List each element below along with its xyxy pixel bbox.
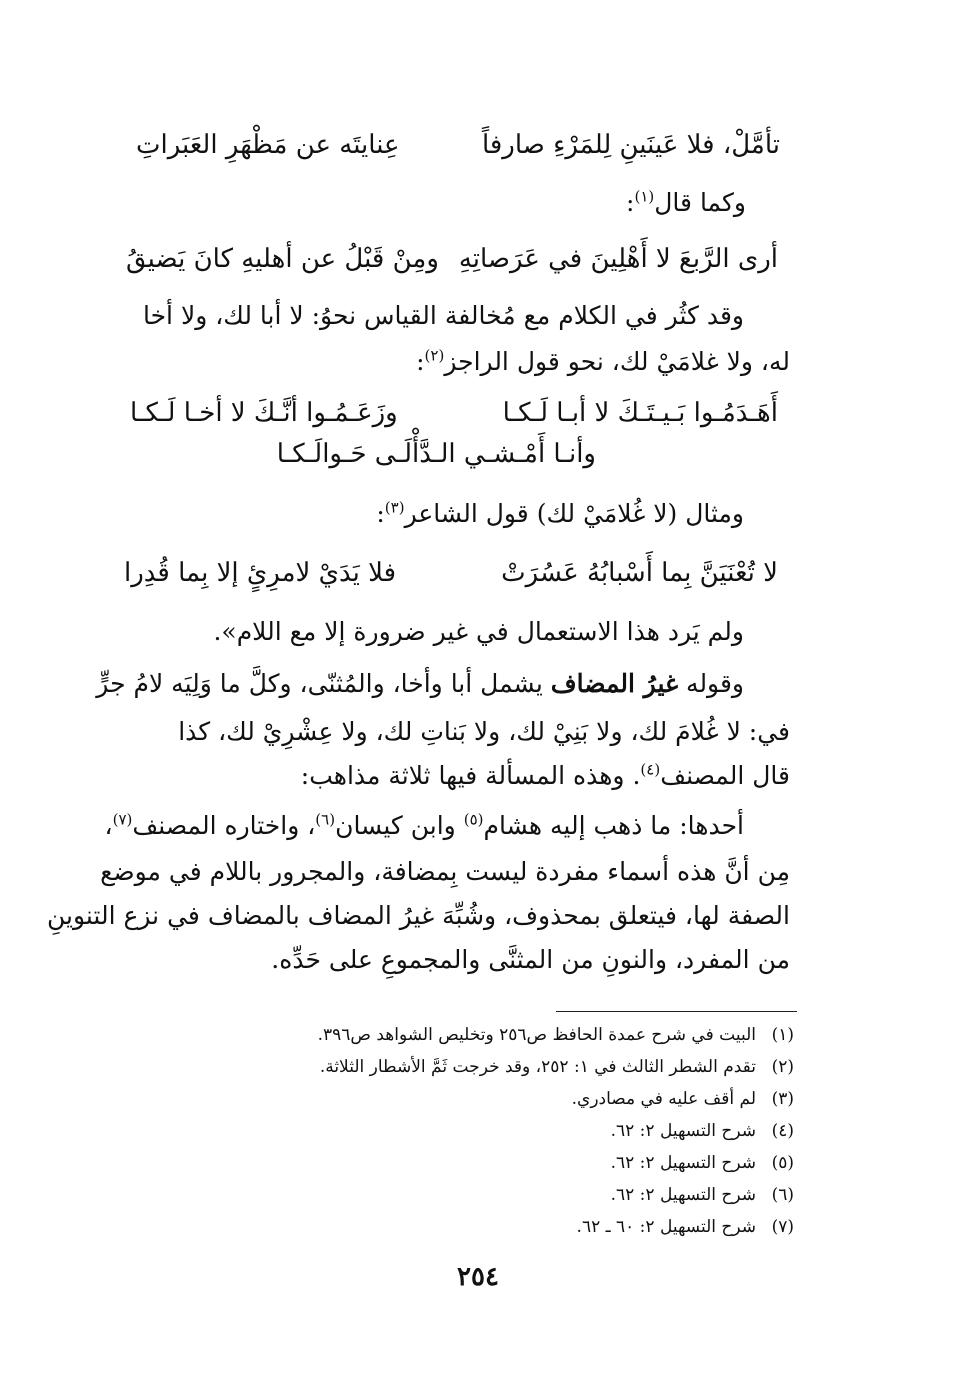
para-2-line-1: وقوله غيرُ المضاف يشمل أبا وأخا، والمُثنّى، وكلَّ ما وَلِيَه لامُ جرٍّ: [96, 669, 744, 698]
footnote-1: (١) البيت في شرح عمدة الحافظ ص٢٥٦ وتخليص الشواهد ص٣٩٦.: [317, 1025, 794, 1045]
footnote-6: (٦) شرح التسهيل ٢: ٦٢.: [610, 1185, 794, 1205]
verse-4-left-hemistich: فلا يَدَيْ لامرِئٍ إلا بِما قُدِرا: [124, 558, 397, 588]
line-kama-qal: وكما قال$^{(١)}$:: [626, 187, 746, 217]
verse-4: [124, 552, 778, 594]
verse-2-right-hemistich: أرى الرَّبعَ لا أَهْلِينَ في عَرَصاتِهِ: [458, 244, 778, 274]
verse-2: [126, 238, 778, 280]
bold-term: غيرُ المضاف: [550, 669, 679, 698]
verse-4-right-hemistich: لا تُعْنَيَنَّ بِما أَسْبابُهُ عَسُرَتْ: [501, 558, 778, 588]
para-3-line-3: الصفة لها، فيتعلق بمحذوف، وشُبِّهَ غيرُ المضاف بالمضاف في نزع التنوينِ: [46, 901, 790, 930]
para-2-line-3: قال المصنف$^{(٤)}$. وهذه المسألة فيها ثلاثة مذاهب:: [300, 760, 790, 790]
para-3-line-1: أحدها: ما ذهب إليه هشام$^{(٥)}$ وابن كيسان$^{(٦)}$، واختاره المصنف$^{(٧)}$،: [104, 810, 744, 840]
footnote-7: (٧) شرح التسهيل ٢: ٦٠ ـ ٦٢.: [576, 1217, 794, 1237]
line-mithal: ومثال (لا غُلامَيْ لك) قول الشاعر$^{(٣)}$:: [376, 498, 744, 528]
para-1-line-2: له، ولا غلامَيْ لك، نحو قول الراجز$^{(٢)}$:: [416, 346, 790, 376]
para-1-line-1: وقد كثُر في الكلام مع مُخالفة القياس نحوُ: لا أبا لك، ولا أخا: [142, 301, 744, 330]
footnote-3: (٣) لم أقف عليه في مصادري.: [571, 1089, 794, 1109]
footnote-5: (٥) شرح التسهيل ٢: ٦٢.: [610, 1153, 794, 1173]
verse-1: [136, 124, 780, 166]
footnote-4: (٤) شرح التسهيل ٢: ٦٢.: [610, 1121, 794, 1141]
verse-3-right-hemistich: أَهَـدَمُـوا بَـيـتَـكَ لا أبـا لَـكـا: [502, 398, 778, 428]
para-2-line-2: في: لا غُلامَ لك، ولا بَنِيْ لك، ولا بَناتِ لك، ولا عِشْرِيْ لك، كذا: [178, 717, 790, 746]
footnote-2: (٢) تقدم الشطر الثالث في ١: ٢٥٢، وقد خرجت ثَمَّ الأشطار الثلاثة.: [319, 1057, 794, 1077]
footnote-separator: [556, 1011, 797, 1012]
verse-1-right-hemistich: تأمَّلْ، فلا عَينَينِ لِلمَرْءِ صارفاً: [481, 130, 780, 160]
verse-3: [130, 392, 778, 434]
para-3-line-2: مِن أنَّ هذه أسماء مفردة ليست بِمضافة، والمجرور باللام في موضع: [100, 857, 790, 886]
para-3-line-4: من المفرد، والنونِ من المثنَّى والمجموعِ على حَدِّه.: [271, 945, 790, 974]
verse-2-left-hemistich: ومِنْ قَبْلُ عن أهليهِ كانَ يَضيقُ: [126, 244, 439, 274]
verse-3-left-hemistich: وزَعَـمُـوا أنَّـكَ لا أخـا لَـكـا: [130, 398, 398, 428]
verse-3-third-line: وأنـا أَمْـشـي الـدَّأْلَـى حَـوالَـكـا: [276, 439, 596, 469]
verse-1-left-hemistich: عِنايتَه عن مَظْهَرِ العَبَراتِ: [136, 130, 400, 160]
page-number: ٢٥٤: [457, 1262, 499, 1292]
line-lam-yarid: ولم يَرد هذا الاستعمال في غير ضرورة إلا مع اللام».: [213, 617, 744, 646]
